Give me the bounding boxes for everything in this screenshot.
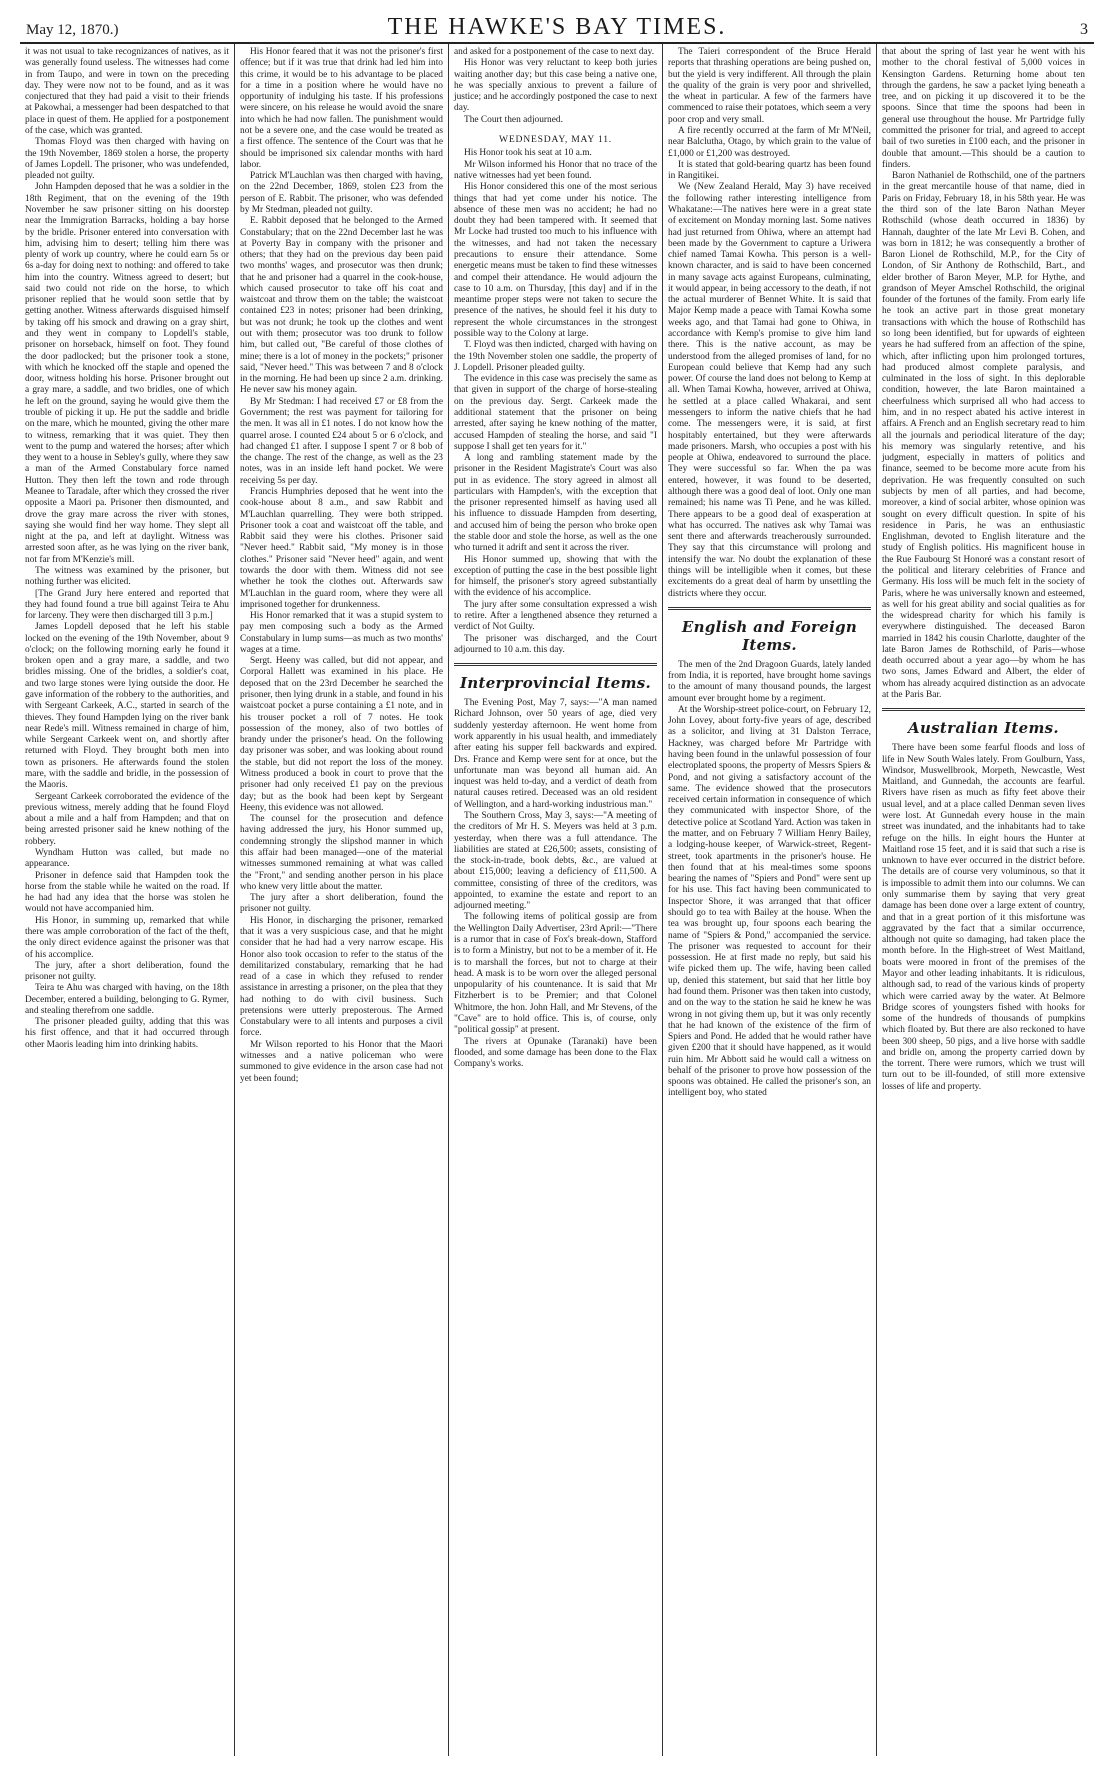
paragraph: John Hampden deposed that he was a soldier in the 18th Regiment, that on the evening of the 19th November he saw prisoner sitting on his doorstep near the Immigration Barracks, holding a bay horse by the bridle. Prisoner entered into conversation with him, advising him to desert; telling him there was plenty of work up country, where he could earn 5s or 6s a-day for doing next to nothing: and offered to take him into the country. Witness agreed to desert; but said two could not ride on the horse, to which prisoner replied that he would soon settle that by getting another. Witness afterwards disguised himself by taking off his smock and drawing on a gray shirt, and they went in company to Lopdell's stable, prisoner on horseback, himself on foot. They found the door padlocked; but the prisoner took a stone, with which he knocked off the staple and opened the door, witness holding his horse. Prisoner brought out a gray mare, a saddle, and two bridles, one of which he left on the ground, saying he would give them the trouble of picking it up. He put the saddle and bridle on the mare, which he mounted, giving the other mare to witness, remarking that it was quiet. They then went to the pump and watered the horses; after which they went to a house in Sebley's gully, where they saw a man of the Armed Constabulary force named Hutton. They then left the town and rode through Meanee to Taradale, after which they crossed the river opposite a Maori pa. Prisoner then dismounted, and drove the gray mare across the river with stones, saying she would find her way home. They slept all night at the pa, and left at daylight. Witness was arrested soon after, as he was lying on the river bank, not far from M'Kenzie's mill. [25,182,229,565]
paragraph: His Honor, in discharging the prisoner, remarked that it was a very suspicious case, and that he might consider that he had had a very narrow escape. His Honor also took occasion to refer to the status of the demilitarized constabulary, remarking that he had read of a case in which they refused to render assistance in arresting a prisoner, on the plea that they had nothing to do with civil business. Such pretensions were utterly preposterous. The Armed Constabulary were to all intents and purposes a civil force. [240,915,443,1039]
paragraph: Thomas Floyd was then charged with having on the 19th November, 1869 stolen a horse, the property of James Lopdell. The prisoner, who was undefended, pleaded not guilty. [25,137,229,182]
paragraph: The Southern Cross, May 3, says:—"A meeting of the creditors of Mr H. S. Meyers was held at 3 p.m. yesterday, when there was a full attendance. The liabilities are stated at £26,500; assets, consisting of the stock-in-trade, book debts, &c., are valued at about £15,000; leaving a deficiency of £11,500. A committee, consisting of three of the creditors, was appointed, to examine the estate and report to an adjourned meeting." [454,810,657,912]
paragraph: It is stated that gold-bearing quartz has been found in Rangitikei. [668,159,871,182]
paragraph: His Honor summed up, showing that with the exception of putting the case in the best possible light for himself, the prisoner's story agreed substantially with the evidence of his accomplice. [454,554,657,599]
paragraph: The rivers at Opunake (Taranaki) have been flooded, and some damage has been done to the Flax Company's works. [454,1036,657,1070]
issue-date: May 12, 1870.) [26,22,119,38]
paragraph: that about the spring of last year he went with his mother to the choral festival of 5,000 voices in Kensington Gardens. Returning home about ten through the gardens, he saw a packet lying beneath a tree, and on picking it up discovered it to be the spoons. Since that time the spoons had been in general use throughout the house. Mr Partridge fully committed the prisoner for trial, and agreed to accept bail of two sureties in £100 each, and the prisoner in double that amount.—This should be a caution to finders. [882,47,1085,170]
paragraph: The Court then adjourned. [464,114,563,125]
paragraph: The Taieri correspondent of the Bruce Herald reports that thrashing operations are being pushed on, but the yield is very indifferent. All through the plain the quality of the grain is very poor and shrivelled, the wheat in particular. A few of the farmers have commenced to raise their potatoes, which seem a very poor crop and very small. [668,47,871,125]
paragraph: The prisoner was discharged, and the Court adjourned to 10 a.m. this day. [454,633,657,655]
paragraph: His Honor was very reluctant to keep both juries waiting another day; but this case being a native one, he was specially anxious to prevent a failure of justice; and he accordingly postponed the case to next day. [454,58,657,114]
paragraph: The jury after a short deliberation, found the prisoner not guilty. [240,893,443,915]
column-4 [662,44,876,1756]
paragraph: His Honor, in summing up, remarked that while there was ample corroboration of the fact of the theft, the only direct evidence against the prisoner was that of his accomplice. [25,915,229,960]
page-number: 3 [1080,21,1088,38]
paragraph: Sergeant Carkeek corroborated the evidence of the previous witness, merely adding that he found Floyd about a mile and a half from Hampden; and that on being arrested prisoner said he knew nothing of the robbery. [25,791,229,847]
paragraph: and asked for a postponement of the case to next day. [454,47,655,57]
paragraph: Francis Humphries deposed that he went into the cook-house about 8 a.m., and saw Rabbit and M'Lauchlan quarrelling. They were both stripped. Prisoner took a coat and waistcoat off the table, and Rabbit said they were his clothes. Prisoner said "Never heed." Rabbit said, "My money is in those clothes." Prisoner said "Never heed" again, and went towards the door with them. Witness did not see whether he took the clothes out. Afterwards saw M'Lauchlan in the guard room, where they were all imprisoned together for drunkenness. [240,486,443,610]
paragraph: The following items of political gossip are from the Wellington Daily Advertiser, 23rd April:—"There is a rumor that in case of Fox's break-down, Stafford is to form a Ministry, but not to be a member of it. He is to marshall the forces, but not to charge at their head. A mask is to be worn over the alleged personal unpopularity of his countenance. It is said that Mr Fitzherbert is to be Premier; and that Colonel Whitmore, the hon. John Hall, and Mr Stevens, of the "Cave" are to hold office. This is, of course, only "political gossip" at present. [454,912,657,1036]
column-3 [448,44,662,1756]
paragraph: T. Floyd was then indicted, charged with having on the 19th November stolen one saddle, the property of J. Lopdell. Prisoner pleaded guilty. [454,340,657,373]
paragraph: There have been some fearful floods and loss of life in New South Wales lately. From Goulburn, Yass, Windsor, Muswellbrook, Morpeth, Newcastle, West Maitland, and Gunnedah, the accounts are fearful. Rivers have risen as much as fifty feet above their usual level, and at a place called Denman seven lives were lost. At Gunnedah every house in the main street was inundated, and the inhabitants had to take refuge on the hills. In eight hours the Hunter at Maitland rose 15 feet, and it is said that such a rise is unknown to have ever occurred in the district before. The details are of course very voluminous, so that it is impossible to admit them into our columns. We can only summarise them by saying that very great damage has been done over a large extent of country, and that in a great portion of it this misfortune was aggravated by the fact that a similar occurrence, although not quite so damaging, had taken place the month before. In the High-street of West Maitland, boats were moored in front of the premises of the Mayor and other leading inhabitants. It is ridiculous, although sad, to read of the various kinds of property which were carried away by the water. At Belmore Bridge scores of youngsters fished with hooks for some of the hundreds of thousands of pumpkins which floated by. But there are also reckoned to have been 300 sheep, 50 pigs, and a live horse with saddle and bridle on, among the property carried down by the torrent. There were rumors, which we trust will turn out to be ill-founded, of still more extensive losses of life and property. [882,743,1085,1092]
section-heading-australian: Australian Items. [908,719,1059,738]
masthead [20,14,1094,40]
paragraph: The counsel for the prosecution and defence having addressed the jury, his Honor summed up, condemning strongly the slipshod manner in which this affair had been managed—one of the material witnesses summoned remaining at what was called the "Front," and sending another person in his place who knew very little about the matter. [240,814,443,892]
paragraph: [The Grand Jury here entered and reported that they had found found a true bill against Teira te Ahu for larceny. They were then discharged till 3 p.m.] [25,588,229,622]
section-heading-english-foreign: English and Foreign Items. [681,617,858,654]
paragraph: His Honor considered this one of the most serious things that had yet come under his notice. The absence of these men was no accident; he had no doubt they had been tampered with. It seemed that Mr Locke had trusted too much to his influence with the witnesses, and had not taken the necessary precautions to ensure their attendance. Some energetic means must be taken to find these witnesses and compel their attendance. He would adjourn the case to 10 a.m. on Thursday, [this day] and if in the meantime proper steps were not taken to secure the presence of the natives, he should feel it his duty to represent the whole circumstances in the strongest possible way to the Colony at large. [454,182,657,339]
paragraph: We (New Zealand Herald, May 3) have received the following rather interesting intelligence from Whakatane:—The natives here were in a great state of excitement on Monday morning last. Some natives had just returned from Ohiwa, where an attempt had been made by the Government to capture a Uriwera chief named Tamai Kowha. This person is a well-known character, and is said to have been concerned in many savage acts against Europeans, culminating, it would appear, in being accessory to the death, if not the actual murderer of Bennet White. It is said that Major Kemp made a peace with Tamai Kowha some weeks ago, and that Tamai had gone to Ohiwa, in accordance with Kemp's promise to give him land there. This is the native account, as may be understood from the alleged promises of land, for no European could believe that Kemp had any such power. Of course the land does not belong to Kemp at all. When Tamai Kowha, however, arrived at Ohiwa, he settled at a place called Whakarai, and sent messengers to inform the native chiefs that he had come. The messengers were, it is said, at first hospitably entertained, but they were afterwards made prisoners. Marsh, who occupies a post with his people at Ohiwa, endeavored to surround the place. They were successful so far. When the pa was entered, however, it was found to be deserted, although there was a good deal of loot. Only one man remained; his name was Ti Pene, and he was killed. There appears to be a good deal of exasperation at what has occurred. The natives ask why Tamai was sent there and afterwards treacherously surrounded. They say that this circumstance will prolong and intensify the war. No doubt the explanation of these things will be intelligible when it comes, but these excitements do a great deal of harm by unsettling the districts where they occur. [668,182,871,599]
section-rule [668,607,871,610]
paragraph: E. Rabbit deposed that he belonged to the Armed Constabulary; that on the 22nd December last he was at Poverty Bay in company with the prisoner and others; that they had on the previous day been paid two months' wages, and prosecutor was then drunk; that he and prisoner had a quarrel in the cook-house, which caused prosecutor to take off his coat and waistcoat and throw them on the table; the waistcoat contained £23 in notes; prisoner had been drinking, but was not drunk; he took up the clothes and went out with them; prosecutor was too drunk to follow him, but called out, "Be careful of those clothes of mine; there is a lot of money in the pockets;" prisoner said, "Never heed." This was between 7 and 8 o'clock in the morning. He had been up since 2 a.m. drinking. He never saw his money again. [240,216,443,396]
paragraph: A long and rambling statement made by the prisoner in the Resident Magistrate's Court was also put in as evidence. The story agreed in almost all particulars with Hampden's, with the exception that the prisoner represented himself as having used all his influence to dissuade Hampden from deserting, and accused him of being the person who broke open the stable door and stole the horse, as well as the one who turned it adrift and sent it across the river. [454,453,657,554]
columns [20,44,1094,1756]
column-1 [20,44,234,1756]
column-2 [234,44,448,1756]
paragraph: Sergt. Heeny was called, but did not appear, and Corporal Hallett was examined in his place. He deposed that on the 23rd December he searched the prisoner, then lying drunk in a stable, and found in his waistcoat pocket a purse containing a £1 note, and in his trouser pocket a roll of 7 notes. He took possession of the money, also of two bottles of brandy under the prisoner's head. On the following day prisoner was sober, and was looking about round the stable, but did not report the loss of the money. Witness produced a book in court to prove that the prisoner had only received £1 pay on the previous day; but as the book had been kept by Sergeant Heeny, this evidence was not allowed. [240,656,443,813]
paragraph: By Mr Stedman: I had received £7 or £8 from the Government; the rest was payment for tailoring for the men. It was all in £1 notes. I do not know how the quarrel arose. I counted £24 about 5 or 6 o'clock, and had changed £1 after. I suppose I spent 7 or 8 bob of the change. The rest of the change, as well as the 23 notes, was in an inside left hand pocket. We were receiving 5s per day. [240,396,443,486]
section-heading-interprovincial: Interprovincial Items. [459,674,652,693]
paragraph: Mr Wilson reported to his Honor that the Maori witnesses and a native policeman who were summoned to give evidence in the arson case had not yet been found; [240,1039,443,1084]
paragraph: Mr Wilson informed his Honor that no trace of the native witnesses had yet been found. [454,159,657,182]
paragraph: The evidence in this case was precisely the same as that given in support of the charge of horse-stealing on the previous day. Sergt. Carkeek made the additional statement that the prisoner on being arrested, after saying he knew nothing of the matter, accused Hampden of stealing the horse, and said "I suppose I shall get ten years for it." [454,374,657,452]
paragraph: Prisoner in defence said that Hampden took the horse from the stable while he waited on the road. If he had had any idea that the horse was stolen he would not have accompanied him. [25,870,229,915]
paragraph: At the Worship-street police-court, on February 12, John Lovey, about forty-five years of age, described as a solicitor, and living at 31 Dalston Terrace, Hackney, was charged before Mr Partridge with having been found in the unlawful possession of four electroplated spoons, the property of Messrs Spiers & Pond, and not giving a satisfactory account of the same. The evidence showed that the prosecutors received certain information in consequence of which they communicated with inspector Shore, of the detective police at Scotland Yard. Action was taken in the matter, and on February 7 William Henry Bailey, a lodging-house keeper, of Warwick-street, Regent-street, took apartments in the prisoner's house. He then found that at his meal-times some spoons bearing the names of "Spiers and Pond" were sent up for his use. This fact having been communicated to Inspector Shore, it was arranged that that officer should go to tea with Bailey at the house. When the tea was brought up, four spoons each bearing the name of "Spiers & Pond," accompanied the service. The prisoner was requested to account for their possession. He at first made no reply, but said his wife picked them up. The wife, having been called up, denied this statement, but said that her little boy had found them. Prisoner was then taken into custody, and on the way to the station he said he knew he was wrong in not giving them up, but it was only recently that he had known of the existence of the firm of Spiers and Pond. He added that he would rather have given £200 that it should have happened, as it would ruin him. Mr Abbott said he would call a witness on behalf of the prisoner to prove how possession of the spoons was obtained. He called the prisoner's son, an intelligent boy, who stated [668,704,871,1099]
court-day-heading: WEDNESDAY, MAY 11. [498,133,612,145]
paragraph: Wyndham Hutton was called, but made no appearance. [25,847,229,870]
paragraph: Patrick M'Lauchlan was then charged with having, on the 22nd December, 1869, stolen £23 from the person of E. Rabbit. The prisoner, who was defended by Mr Stedman, pleaded not guilty. [240,171,443,215]
paragraph: His Honor feared that it was not the prisoner's first offence; but if it was true that drink had led him into this crime, it would be to his advantage to be placed for a time in a position where he would have no opportunity of indulging his taste. If his professions were sincere, on his release he would avoid the snare into which he had now fallen. The punishment would not be a severe one, and the case would be treated as a first offence. The sentence of the Court was that he should be imprisoned six calendar months with hard labor. [240,47,443,170]
paragraph: James Lopdell deposed that he left his stable locked on the evening of the 19th November, about 9 o'clock; on the following morning early he found it broken open and a gray mare, a saddle, and two bridles missing. One of the bridles, a soldier's coat, and two large stones were lying outside the door. He gave information of the robbery to the authorities, and with Sergeant Carkeek, A.C., started in search of the thieves. They found Hampden lying on the river bank near Rede's mill. Witness remained in charge of him, while Sergeant Carkeek went on, and shortly after returned with Floyd. They brought both men into town as prisoners. He afterwards found the stolen mare, with the saddle and bridle, in the possession of the Maoris. [25,622,229,791]
paragraph: Teira te Ahu was charged with having, on the 18th December, entered a building, belonging to G. Rymer, and stealing therefrom one saddle. [25,983,229,1016]
paragraph: it was not usual to take recognizances of natives, as it was generally found useless. The witnesses had come in from Taupo, and were in town on the preceding day. They were now not to be found, and as it was conjectured that they had paid a visit to their friends at Pakowhai, a messenger had been despatched to that place in quest of them. He applied for a postponement of the case, which was granted. [25,47,229,136]
paragraph: The men of the 2nd Dragoon Guards, lately landed from India, it is reported, have brought home savings to the amount of many thousand pounds, the largest amount ever brought home by a regiment. [668,659,871,704]
paragraph: The prisoner pleaded guilty, adding that this was his first offence, and that it had occurred through other Maoris leading him into drinking habits. [25,1017,229,1050]
paragraph: A fire recently occurred at the farm of Mr M'Neil, near Balclutha, Otago, by which grain to the value of £1,000 or £1,200 was destroyed. [668,125,871,159]
paragraph: His Honor remarked that it was a stupid system to pay men composing such a body as the Armed Constabulary in lump sums—as much as two months' wages at a time. [240,611,443,655]
paragraph: The jury, after a short deliberation, found the prisoner not guilty. [25,960,229,983]
paragraph: Baron Nathaniel de Rothschild, one of the partners in the great mercantile house of that name, died in Paris on Friday, February 18, in his 58th year. He was the third son of the late Baron Nathan Meyer Rothschild (whose death occurred in 1836) by Hannah, daughter of the late Mr Levi B. Cohen, and was born in 1812; he was consequently a brother of Baron Lionel de Rothschild, M.P., for the City of London, of Sir Anthony de Rothschild, Bart., and elder brother of Baron Meyer, M.P. for Hythe, and grandson of Meyer Amschel Rothschild, the original founder of the fortunes of the family. From early life he took an active part in those great monetary transactions with which the house of Rothschild has so long been identified, but for upwards of eighteen years he had suffered from an affection of the spine, which, after inflicting upon him prolonged tortures, had produced almost complete paralysis, and culminated in the loss of sight. In this deplorable condition, however, the late Baron maintained a cheerfulness which surprised all who had access to him, and in no respect abated his active interest in affairs. A French and an English secretary read to him all the journals and periodical literature of the day; his memory was singularly retentive, and his judgment, especially in matters of politics and finance, seemed to be become more acute from his deprivation. He was frequently consulted on such subjects by men of all parties, and had become, moreover, a kind of social arbiter, whose opinion was sought on every difficult question. In spite of his residence in Paris, he was an enthusiastic Englishman, devoted to English literature and the study of English politics. His magnificent house in the Rue Faubourg St Honoré was a constant resort of the political and literary celebrities of France and Germany. His loss will be much felt in the society of Paris, where he was universally known and esteemed, as well for his great ability and social qualities as for the widespread charity for which his family is everywhere distinguished. The deceased Baron married in 1842 his cousin Charlotte, daughter of the late Baron James de Rothschild, of Paris—whose death occurred about a year ago—by whom he has two sons, James Edward and Albert, the elder of whom has already acquired distinction as an advocate at the Paris Bar. [882,171,1085,701]
newspaper-title: THE HAWKE'S BAY TIMES. [387,14,727,40]
section-rule [882,708,1085,711]
paragraph: His Honor took his seat at 10 a.m. [464,148,592,159]
paragraph: The Evening Post, May 7, says:—"A man named Richard Johnson, over 50 years of age, died very suddenly yesterday afternoon. He went home from work apparently in his usual health, and immediately after eating his supper fell backwards and expired. Drs. France and Kemp were sent for at once, but the unfortunate man was beyond all human aid. An inquest was held to-day, and a verdict of death from natural causes retired. Deceased was an old resident of Wellington, and a hard-working industrious man." [454,698,657,810]
paragraph: The jury after some consultation expressed a wish to retire. After a lengthened absence they returned a verdict of Not Guilty. [454,599,657,633]
section-rule [454,663,657,666]
column-5 [876,44,1090,1756]
paragraph: The witness was examined by the prisoner, but nothing further was elicited. [25,565,229,588]
